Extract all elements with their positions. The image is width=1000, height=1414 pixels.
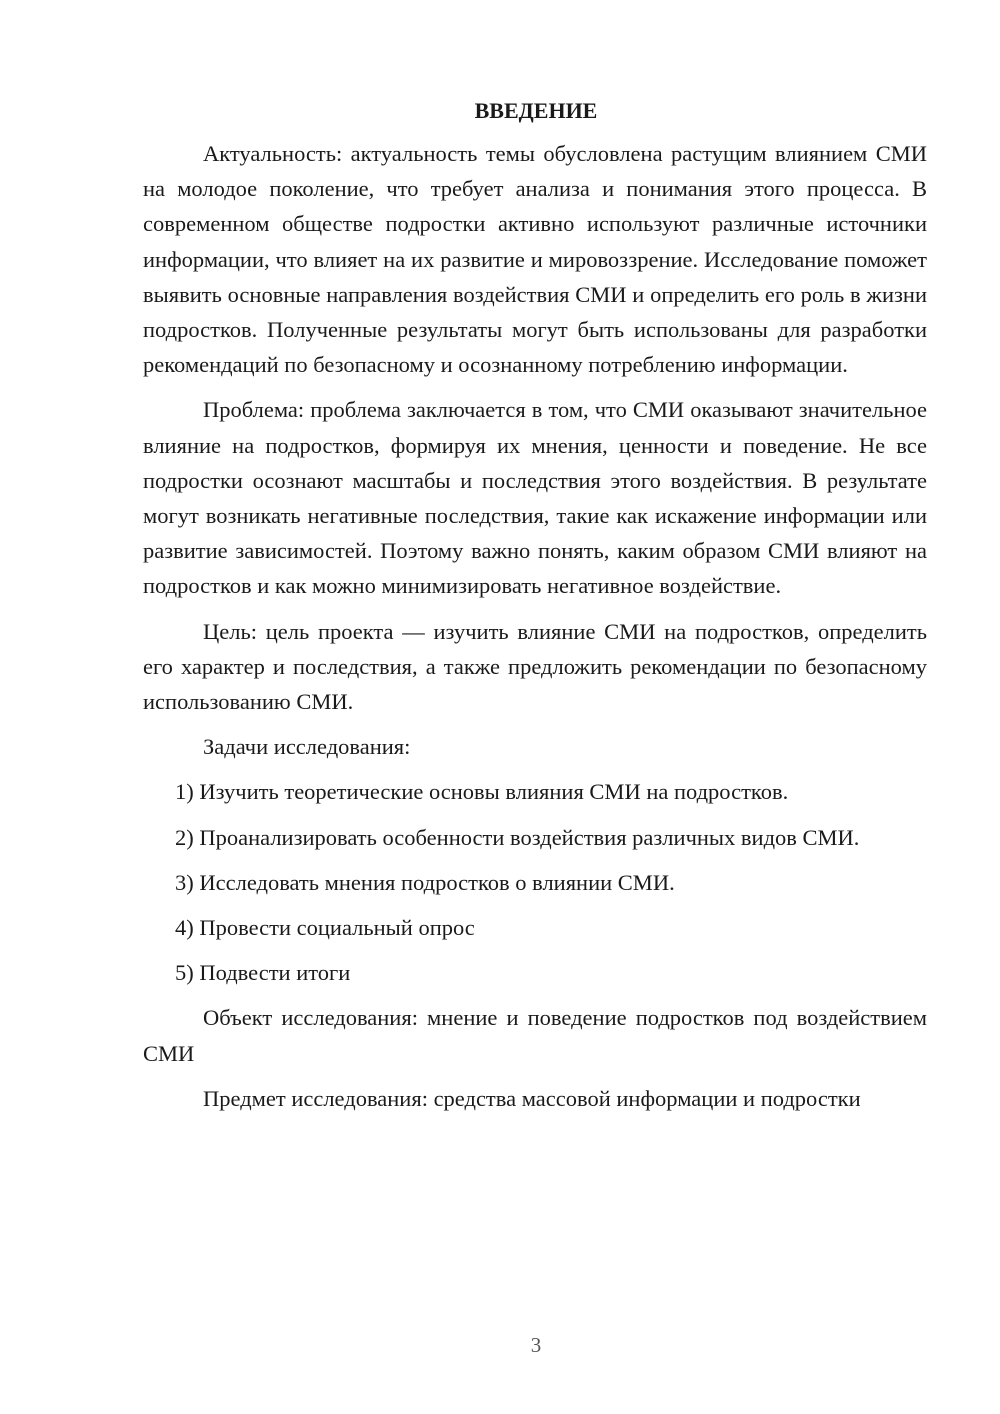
- task-item: 4) Провести социальный опрос: [175, 915, 475, 941]
- subject-paragraph: Предмет исследования: средства массовой информации и подростки: [203, 1085, 861, 1111]
- tasks-heading: Задачи исследования:: [203, 734, 411, 760]
- page-title: ВВЕДЕНИЕ: [474, 98, 598, 123]
- object-paragraph: Объект исследования: мнение и поведение подростков под воздействием СМИ: [143, 1005, 927, 1066]
- task-item: 1) Изучить теоретические основы влияния СМИ на подростков.: [175, 779, 789, 805]
- task-item: 2) Проанализировать особенности воздействия различных видов СМИ.: [175, 824, 860, 850]
- task-item: 3) Исследовать мнения подростков о влиянии СМИ.: [175, 869, 675, 895]
- page-number: 3: [530, 1333, 542, 1357]
- task-item: 5) Подвести итоги: [175, 960, 351, 986]
- problem-paragraph: Проблема: проблема заключается в том, что СМИ оказывают значительное влияние на подростков, формируя их мнения, ценности и поведение. Не все подростки осознают масштабы и последствия этого воздействия. В результате могут возникать негативные последствия, такие как искажение информации или развитие зависимостей. Поэтому важно понять, каким образом СМИ влияют на подростков и как можно минимизировать негативное воздействие.: [143, 397, 927, 599]
- relevance-paragraph: Актуальность: актуальность темы обусловлена растущим влиянием СМИ на молодое поколение, что требует анализа и понимания этого процесса. В современном обществе подростки активно используют различные источники информации, что влияет на их развитие и мировоззрение. Исследование поможет выявить основные направления воздействия СМИ и определить его роль в жизни подростков. Полученные результаты могут быть использованы для разработки рекомендаций по безопасному и осознанному потреблению информации.: [143, 141, 927, 378]
- document-body: [143, 96, 927, 1126]
- goal-paragraph: Цель: цель проекта — изучить влияние СМИ на подростков, определить его характер и последствия, а также предложить рекомендации по безопасному использованию СМИ.: [143, 618, 927, 715]
